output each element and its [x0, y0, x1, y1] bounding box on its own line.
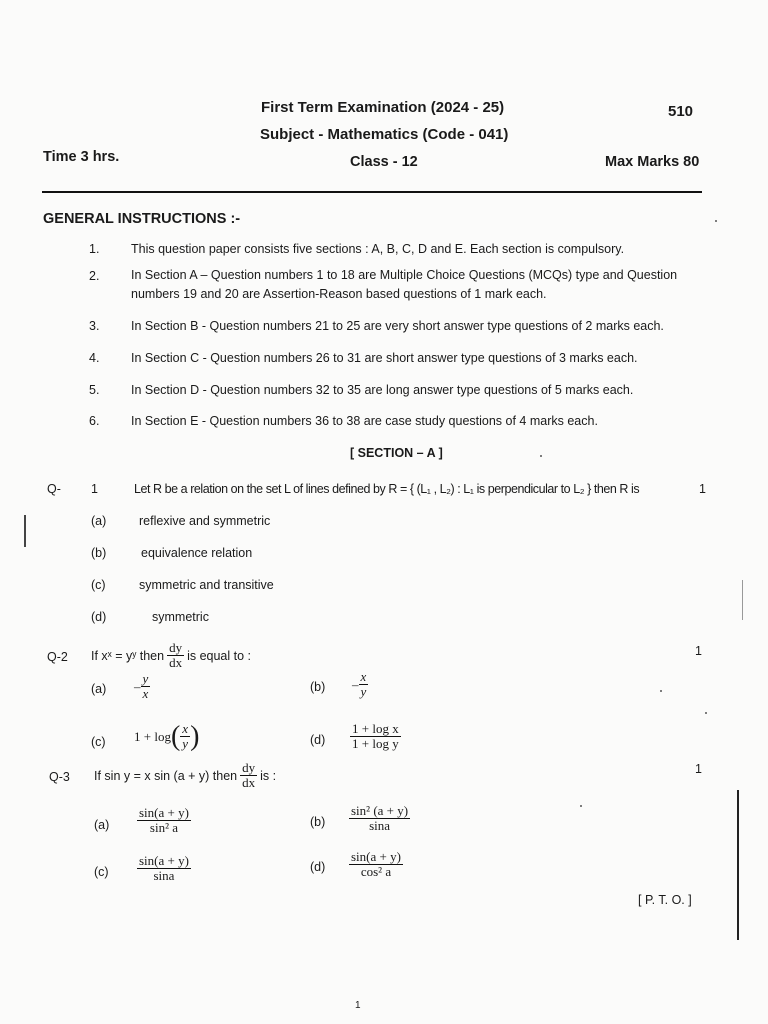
q2-label: Q-2	[47, 650, 68, 664]
q1-marks: 1	[699, 482, 706, 496]
option-label: (b)	[310, 815, 326, 829]
option-label: (a)	[91, 514, 107, 528]
option-label: (a)	[94, 818, 110, 832]
fraction-denominator: cos² a	[360, 864, 392, 879]
q3-option-c	[137, 854, 191, 883]
instruction-text: In Section D - Question numbers 32 to 35 are long answer type questions of 5 marks each.	[131, 383, 634, 397]
page-number: 1	[355, 1000, 361, 1011]
q3-text-before: If sin y = x sin (a + y) then	[94, 768, 238, 783]
q2-option-b	[352, 670, 368, 699]
fraction-numerator: 1 + log x	[352, 721, 399, 736]
option-label: (a)	[91, 682, 107, 696]
please-turn-over: [ P. T. O. ]	[638, 893, 692, 907]
exam-class: Class - 12	[350, 154, 418, 170]
fraction	[349, 850, 403, 879]
q1-label: Q-	[47, 482, 61, 496]
option-label: (b)	[91, 546, 107, 560]
instruction-number: 5.	[89, 383, 100, 397]
q2-stem	[91, 641, 251, 670]
instruction-text: In Section B - Question numbers 21 to 25 are very short answer type questions of 2 marks each.	[131, 319, 664, 333]
q2-option-d	[350, 722, 401, 751]
exam-title: First Term Examination (2024 - 25)	[261, 99, 505, 116]
exam-subject: Subject - Mathematics (Code - 041)	[260, 126, 509, 143]
q3-stem	[94, 761, 276, 790]
option-label: (c)	[91, 735, 106, 749]
instruction-text: This question paper consists five sections : A, B, C, D and E. Each section is compulsory.	[131, 242, 625, 256]
fraction-numerator: x	[182, 721, 189, 736]
fraction-numerator: sin(a + y)	[351, 849, 401, 864]
option-text: equivalence relation	[141, 546, 253, 560]
fraction-denominator: x	[142, 686, 149, 701]
option-label: (c)	[91, 578, 106, 592]
fraction-denominator: dx	[169, 655, 183, 670]
minus-sign: –	[352, 676, 359, 692]
scan-speck	[715, 220, 717, 222]
fraction-numerator: dy	[242, 760, 256, 775]
max-marks: Max Marks 80	[605, 154, 700, 170]
header-divider	[42, 191, 702, 193]
q2-text-after: is equal to :	[187, 648, 252, 663]
minus-sign: –	[134, 678, 141, 694]
fraction-denominator: sin² a	[149, 820, 179, 835]
scan-speck	[705, 712, 707, 714]
instruction-number: 1.	[89, 242, 100, 256]
instruction-text: In Section A – Question numbers 1 to 18 are Multiple Choice Questions (MCQs) type and Question numbers 19 and 20 are Assertion-Reason based questions of 1 mark each.	[131, 268, 678, 301]
q2-option-c	[134, 722, 199, 751]
option-label: (d)	[310, 860, 326, 874]
fraction-numerator: y	[142, 671, 149, 686]
q1-text: Let R be a relation on the set L of lines defined by R = { (L₁ , L₂) : L₁ is perpendicular to L₂ } then R is	[134, 482, 640, 496]
q3-marks: 1	[695, 762, 702, 776]
instruction-number: 6.	[89, 414, 100, 428]
fraction	[141, 672, 151, 701]
instruction-text: In Section E - Question numbers 36 to 38 are case study questions of 4 marks each.	[131, 414, 598, 428]
scan-speck	[540, 455, 542, 457]
fraction	[137, 854, 191, 883]
fraction-numerator: sin(a + y)	[139, 853, 189, 868]
q3-option-a	[137, 806, 191, 835]
fraction	[349, 804, 410, 833]
log-prefix: 1 + log	[134, 728, 171, 744]
option-text: symmetric	[152, 610, 209, 624]
q3-text-after: is :	[260, 768, 277, 783]
fraction-numerator: sin(a + y)	[139, 805, 189, 820]
fraction	[137, 806, 191, 835]
q3-option-d	[349, 850, 403, 879]
q2-option-a	[134, 672, 150, 701]
option-label: (d)	[310, 733, 326, 747]
instruction-number: 3.	[89, 319, 100, 333]
q1-number: 1	[91, 482, 98, 496]
q3-option-b	[349, 804, 410, 833]
fraction-denominator: y	[182, 736, 189, 751]
scan-edge-mark	[737, 790, 739, 940]
exam-time: Time 3 hrs.	[43, 149, 120, 165]
instruction-number: 2.	[89, 269, 100, 283]
right-paren: )	[190, 720, 200, 752]
dy-dx-fraction	[240, 761, 257, 790]
section-heading: [ SECTION – A ]	[350, 446, 443, 460]
left-paren: (	[170, 720, 181, 752]
fraction	[350, 722, 401, 751]
fraction-denominator: sina	[369, 818, 391, 833]
q3-label: Q-3	[49, 770, 70, 784]
fraction-numerator: x	[360, 669, 367, 684]
dy-dx-fraction	[167, 641, 184, 670]
scan-speck	[660, 690, 662, 692]
fraction-denominator: dx	[242, 775, 256, 790]
q2-marks: 1	[695, 644, 702, 658]
fraction-numerator: dy	[169, 640, 183, 655]
fraction-numerator: sin² (a + y)	[351, 803, 409, 818]
fraction-denominator: sina	[153, 868, 175, 883]
option-text: symmetric and transitive	[139, 578, 274, 592]
q2-text-before: If xˣ = yʸ then	[91, 648, 165, 663]
option-label: (c)	[94, 865, 109, 879]
fraction-denominator: 1 + log y	[352, 736, 399, 751]
scan-edge-mark	[24, 515, 26, 547]
paper-code-number: 510	[668, 103, 694, 120]
option-label: (d)	[91, 610, 107, 624]
fraction	[180, 722, 190, 751]
scan-edge-mark	[742, 580, 743, 620]
instruction-number: 4.	[89, 351, 100, 365]
instructions-heading: GENERAL INSTRUCTIONS :-	[43, 211, 241, 227]
scan-speck	[580, 805, 582, 807]
fraction	[359, 670, 369, 699]
option-text: reflexive and symmetric	[139, 514, 271, 528]
instruction-text: In Section C - Question numbers 26 to 31 are short answer type questions of 3 marks each.	[131, 351, 638, 365]
option-label: (b)	[310, 680, 326, 694]
fraction-denominator: y	[360, 684, 367, 699]
